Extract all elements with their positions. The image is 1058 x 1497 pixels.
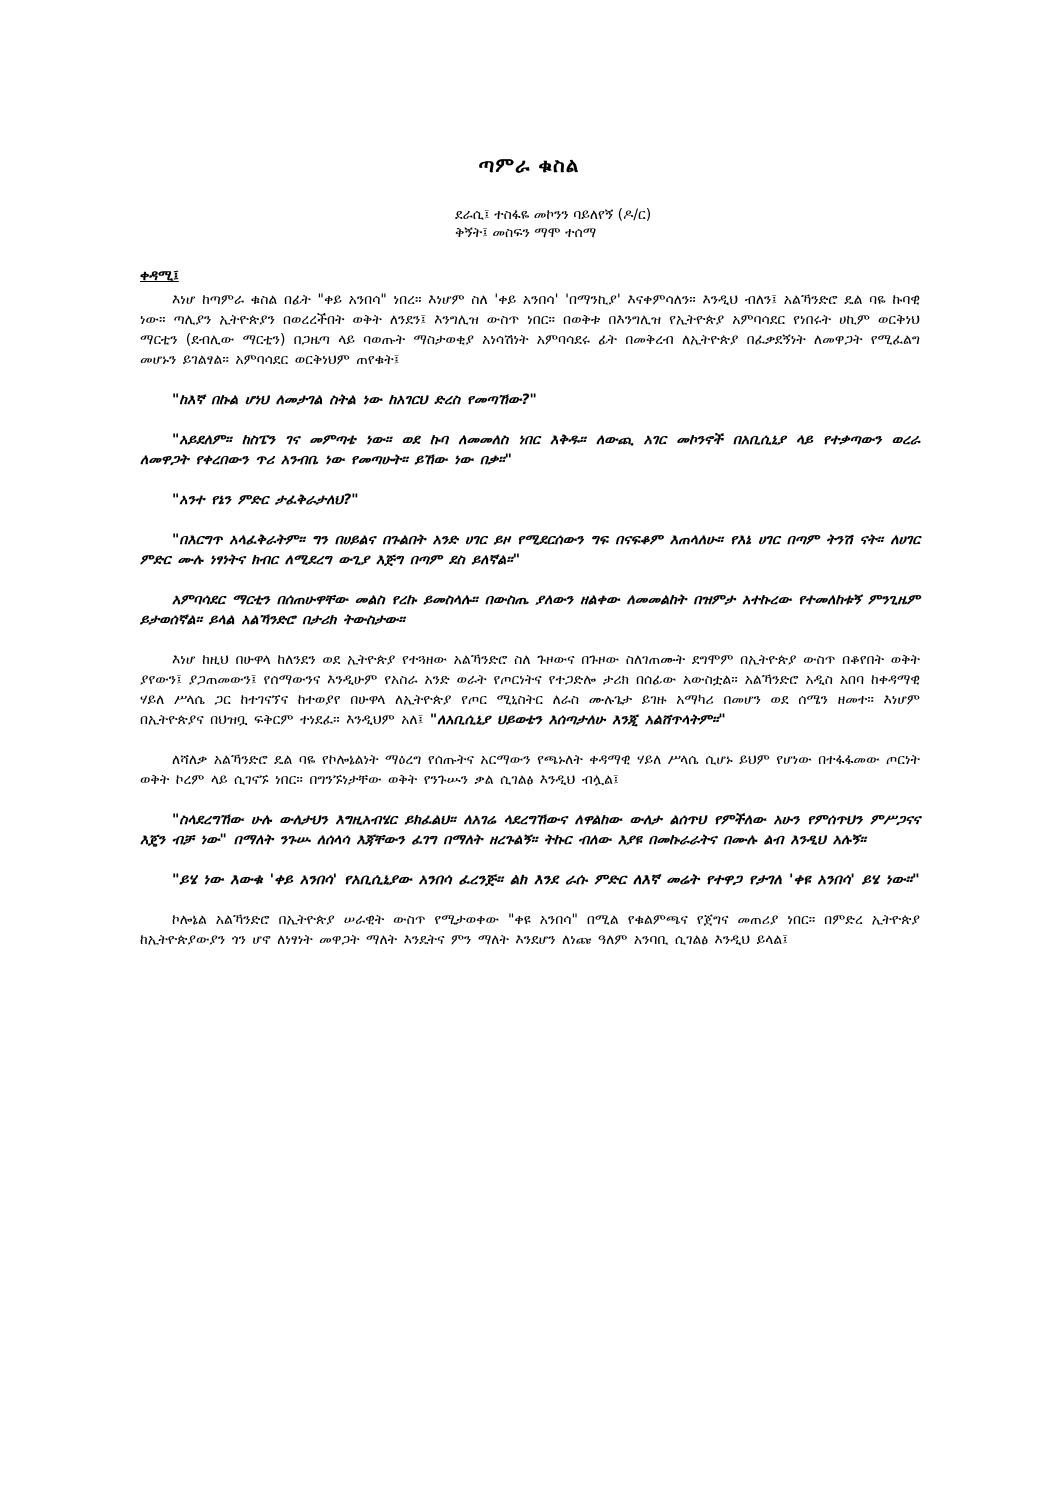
- paragraph-3: "አይደለም። ከስፔን ገና መምጣቴ ነው። ወደ ኩባ ለመመለስ ነበር እቅዱ። ለውጪ አገር መኮንኖች በአቢሲኒያ ላይ የተቃጣውን ወረራ ለመዋጋት የቀረበውን ጥሪ አንብቤ ነው የመጣሁት። ይኸው ነው በቃ።": [140, 432, 920, 468]
- paragraph-11: ኮሎኔል አልኻንድሮ በኢትዮጵያ ሠራዊት ውስጥ የሚታወቀው "ቀዩ አንበሳ" በሚል የቁልምጫና የጀግና መጠሪያ ነበር። በምድረ ኢትዮጵያ ከኢትዮጵያውያን ጎን ሆኖ ለነፃነት መዋጋት ማለት እንዴትና ምን ማለት እንደሆን ለነጩ ዓለም አንባቢ ሲገልፅ እንዲህ ይላል፤: [140, 912, 920, 948]
- paragraph-4: "አንተ የኔን ምድር ታፈቅራታለህ?": [172, 492, 359, 508]
- paragraph-8: ለሻለቃ አልኻንድሮ ዴል ባዬ የኮሎኔልነት ማዕረግ የሰጡትና አርማውን የጫኑለት ቀዳማዊ ሃይለ ሥላሴ ሲሆኑ ይህም የሆነው በተፋፋመው ጦርነት ወቅት ኮረም ላይ ሲገናኙ ነበር። በግንኙነታቸው ወቅት የንጉሡን ቃል ሲገልፅ እንዲህ ብሏል፤: [140, 752, 920, 788]
- author-line: ደራሲ፤ ተስፋዬ መኮንን ባይለየኝ (ዶ/ር): [455, 207, 652, 223]
- paragraph-7-emphasis: "ለአቢሲኒያ ህይወቴን እሰጣታለሁ እንጂ አልሸጥላትም።": [429, 712, 726, 728]
- byline: [455, 206, 651, 242]
- translator-line: ቅኝት፤ መስፍን ማሞ ተሰማ: [455, 225, 597, 241]
- paragraph-6: አምባሳደር ማርቲን በሰጠሁዋቸው መልስ የረኩ ይመስላሉ። በውስጤ ያለውን ዘልቀው ለመመልከት በዝምታ አተኩረው የተመለከቱኝ ምንጊዜም ይታወሰኛል። ይላል አልኻንድሮ በታሪክ ትውስታው።: [140, 592, 920, 628]
- document-body: [140, 290, 920, 970]
- document-title: ጣምራ ቁስል: [478, 153, 580, 177]
- paragraph-7-text: እነሆ ከዚህ በሁዋላ ከለንደን ወደ ኢትዮጵያ የተጓዘው አልኻንድሮ ስለ ጉዞውና በጉዞው ስለገጠሙት ደግሞም በኢትዮጵያ ውስጥ በቆየበት ወቅት ያየውን፤ ያጋጠመውን፤ የሰማውንና እንዲሁም የአስራ አንድ ወራት የጦርነትና የተጋድሎ ታሪክ በሰፊው አውስቷል። አልኻንድሮ አዲስ አበባ ከቀዳማዊ ሃይለ ሥላሴ ጋር ከተገናኘና ከተወያየ በሁዋላ ለኢትዮጵያ የጦር ሚኒስትር ለራስ ሙሉጌታ ይገዙ አማካሪ በመሆን ወደ ሰሜን ዘመተ። እነሆም በኢትዮጵያና በህዝቧ ፍቅርም ተነደፈ። እንዲህም አለ፤: [140, 652, 920, 728]
- paragraph-9: "ስላደረግኸው ሁሉ ውለታህን እግዚአብሄር ይክፈልህ። ለአገሬ ላደረግኸውና ለዋልከው ውለታ ልሰጥህ የምችለው አሁን የምሰጥህን ምሥጋናና እጄን ብቻ ነው" በማለት ንጉሡ ለሰላሳ እጃቸውን ፈገግ በማለት ዘረጉልኝ። ትኩር ብለው እያዩ በመኩራራትና በሙሉ ልብ እንዲህ አሉኝ።: [140, 812, 920, 848]
- paragraph-1: እነሆ ከጣምራ ቁስል በፊት "ቀይ አንበሳ" ነበረ። እነሆም ስለ 'ቀይ አንበሳ' 'በማንኪያ' እናቀምሳለን። እንዲህ ብለን፤ አልኻንድሮ ዴል ባዬ ኩባዊ ነው። ጣሊያን ኢትዮጵያን በወረረችበት ወቅት ለንደን፤ እንግሊዝ ውስጥ ነበር። በወቅቱ በእንግሊዝ የኢትዮጵያ አምባሳደር የነበሩት ሀኪም ወርቅነህ ማርቲን (ደብሊው ማርቲን) በጋዜጣ ላይ ባወጡት ማስታወቂያ አነሳሽነት አምባሳደሩ ፊት በመቅረብ ለኢትዮጵያ በፈቃደኝነት ለመዋጋት የሚፈልግ መሆኑን ይገልፃል። አምባሳደር ወርቅነህም ጠየቁት፤: [140, 292, 920, 368]
- paragraph-10: "ይሄ ነው እውቁ 'ቀይ አንበሳ' የአቢሲኒያው አንበሳ ፈረንጅ። ልክ እንደ ራሱ ምድር ለእኛ መሬት የተዋጋ የታገለ 'ቀዩ አንበሳ' ይሄ ነው።": [172, 872, 920, 888]
- paragraph-7: [140, 650, 920, 730]
- section-heading: ቀዳሚ፤: [140, 268, 179, 284]
- paragraph-5: "በእርግጥ አላፈቅራትም። ግን በሀይልና በጉልበት አንድ ሀገር ይዞ የሚደርሰውን ግፍ በናፍቆም እጠላለሁ። የእኔ ሀገር በጣም ትንሽ ናት። ለሀገር ምድር ሙሉ ነፃነትና ክብር ለሚደረግ ውጊያ እጅግ በጣም ደስ ይለኛል።": [140, 532, 920, 568]
- paragraph-2: "ከእኛ በኩል ሆነህ ለመታገል ስትል ነው ከአገርህ ድረስ የመጣኸው?": [172, 392, 537, 408]
